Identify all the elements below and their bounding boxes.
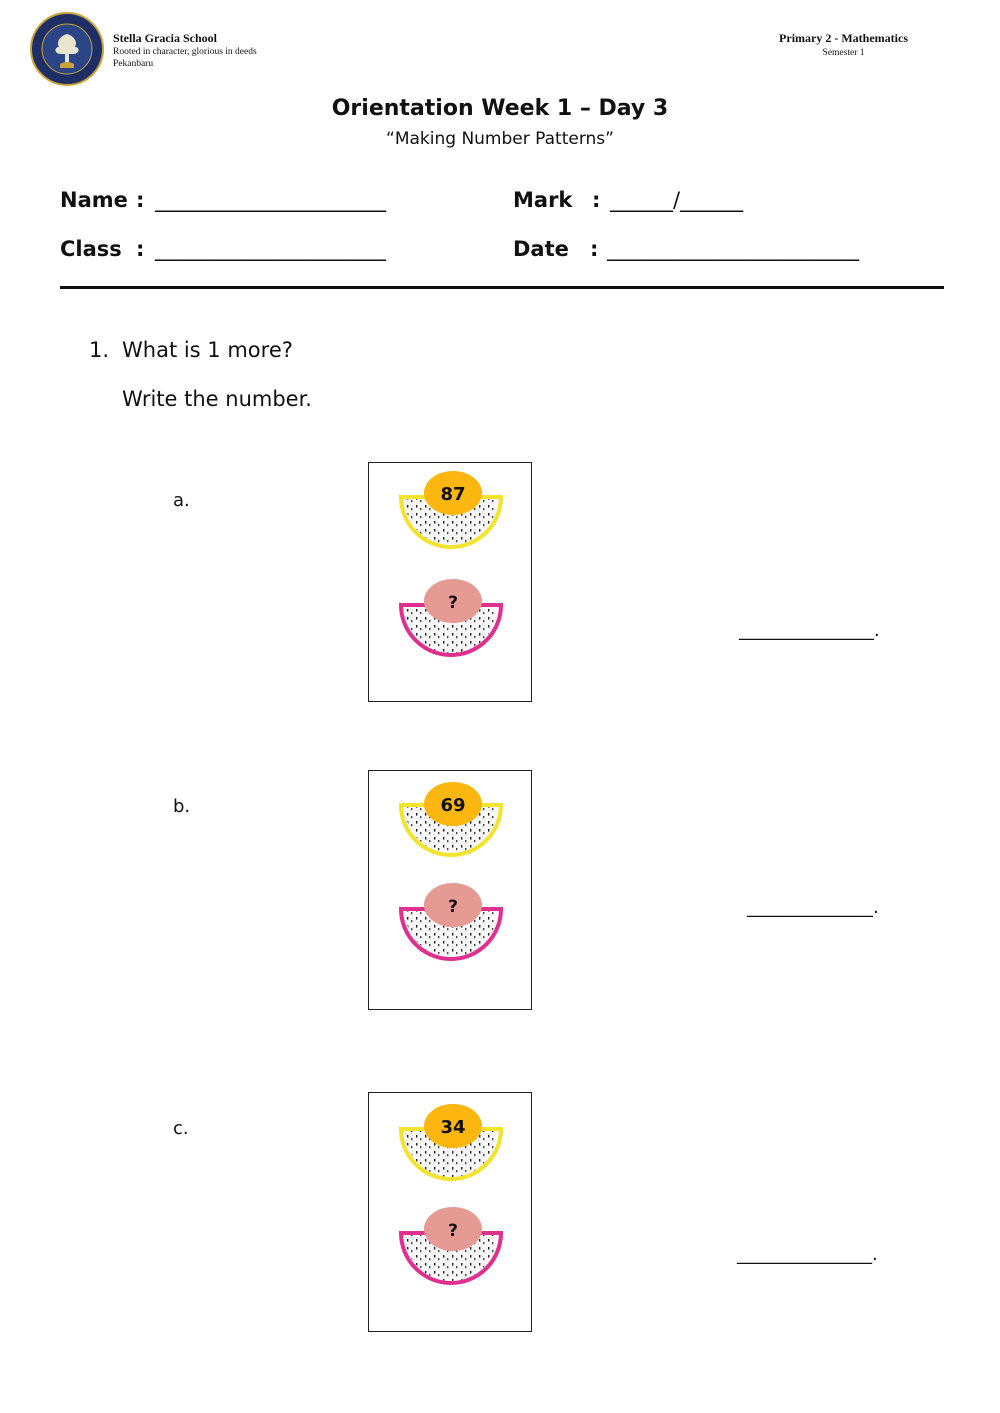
item-c-given: 34 (440, 1117, 466, 1138)
school-name: Stella Gracia School (113, 31, 217, 45)
subject-info (779, 31, 908, 60)
school-logo (30, 12, 104, 86)
subject-name: Primary 2 - Mathematics (779, 31, 908, 45)
date-colon: : (590, 237, 599, 261)
item-c-label: c. (173, 1118, 189, 1139)
page-subtitle: “Making Number Patterns” (386, 129, 614, 149)
question-instruction: Write the number. (122, 387, 312, 411)
item-c-card (368, 1092, 532, 1332)
name-field[interactable]: ______________________ (155, 188, 386, 212)
date-label: Date (513, 237, 569, 261)
mark-colon: : (592, 188, 601, 212)
semester: Semester 1 (822, 48, 865, 58)
name-label: Name (60, 188, 128, 212)
item-c-answer-field[interactable]: _______________. (737, 1244, 878, 1265)
item-a-answer-field[interactable]: _______________. (739, 620, 880, 641)
item-a-label: a. (173, 490, 190, 511)
school-city: Pekanbaru (113, 59, 154, 69)
item-a-card (368, 462, 532, 702)
mark-label: Mark (513, 188, 573, 212)
header-divider (60, 286, 944, 289)
name-colon: : (136, 188, 145, 212)
item-b-unknown: ? (448, 897, 458, 917)
question-text: What is 1 more? (122, 338, 293, 362)
mark-field[interactable]: ______/______ (610, 188, 744, 212)
class-field[interactable]: ______________________ (155, 237, 386, 261)
school-info (113, 31, 257, 70)
item-a-unknown: ? (448, 593, 458, 613)
item-b-card (368, 770, 532, 1010)
item-b-answer-field[interactable]: ______________. (747, 897, 879, 918)
school-motto: Rooted in character, glorious in deeds (113, 47, 257, 57)
class-colon: : (136, 237, 145, 261)
page-title: Orientation Week 1 – Day 3 (331, 96, 669, 121)
date-field[interactable]: ________________________ (607, 237, 859, 261)
class-label: Class (60, 237, 122, 261)
item-a-given: 87 (440, 484, 466, 505)
item-b-label: b. (173, 796, 191, 817)
item-c-unknown: ? (448, 1221, 458, 1241)
item-b-given: 69 (440, 795, 466, 816)
question-number: 1. (89, 338, 110, 362)
